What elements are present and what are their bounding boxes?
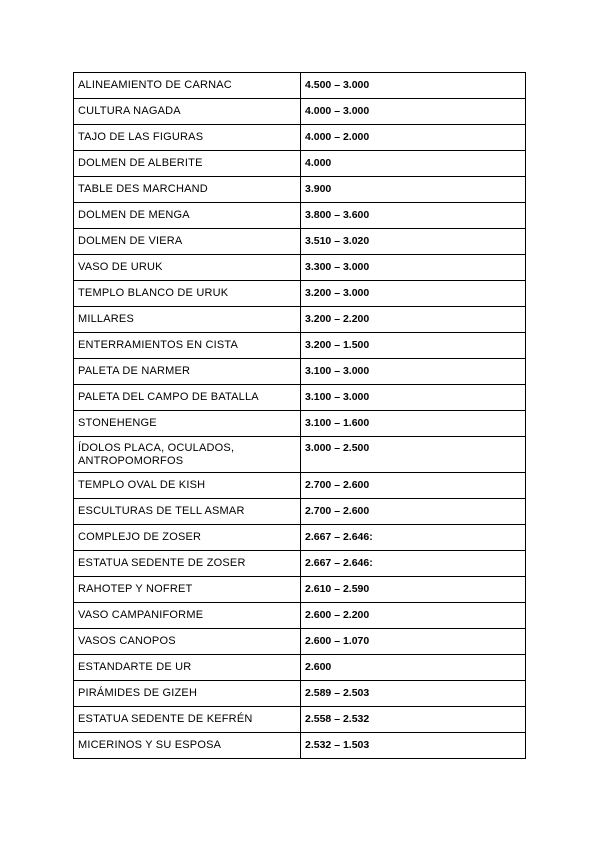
table-row (74, 151, 526, 177)
artwork-name-cell (74, 359, 301, 385)
date-range-cell (301, 229, 526, 255)
artwork-name-cell (74, 203, 301, 229)
table-row (74, 255, 526, 281)
table-row (74, 707, 526, 733)
artwork-name: TEMPLO BLANCO DE URUK (78, 287, 229, 299)
artwork-name: MILLARES (78, 313, 135, 325)
date-range-cell (301, 629, 526, 655)
date-range: 2.532 – 1.503 (305, 739, 370, 751)
date-range: 3.900 (305, 183, 332, 195)
artwork-name-cell (74, 177, 301, 203)
table-row (74, 203, 526, 229)
table-row (74, 125, 526, 151)
artwork-name-cell (74, 707, 301, 733)
date-range-cell (301, 707, 526, 733)
table-row (74, 499, 526, 525)
date-range-cell (301, 73, 526, 99)
date-range: 4.000 – 2.000 (305, 131, 370, 143)
artwork-name: ÍDOLOS PLACA, OCULADOS, ANTROPOMORFOS (78, 442, 235, 467)
date-range-cell (301, 151, 526, 177)
artwork-name-cell (74, 655, 301, 681)
date-range: 2.558 – 2.532 (305, 713, 370, 725)
date-range-cell (301, 733, 526, 759)
date-range: 3.200 – 3.000 (305, 287, 370, 299)
artwork-name: ENTERRAMIENTOS EN CISTA (78, 339, 239, 351)
table-row (74, 577, 526, 603)
date-range-cell (301, 177, 526, 203)
chronology-table (73, 72, 526, 759)
artwork-name-cell (74, 437, 301, 473)
artwork-name: ALINEAMIENTO DE CARNAC (78, 79, 232, 91)
artwork-name-cell (74, 307, 301, 333)
table-row (74, 281, 526, 307)
date-range: 3.000 – 2.500 (305, 442, 370, 454)
artwork-name-cell (74, 629, 301, 655)
date-range: 2.700 – 2.600 (305, 479, 370, 491)
date-range: 3.100 – 3.000 (305, 391, 370, 403)
date-range: 3.300 – 3.000 (305, 261, 370, 273)
artwork-name: VASO DE URUK (78, 261, 163, 273)
date-range-cell (301, 333, 526, 359)
artwork-name-cell (74, 99, 301, 125)
date-range: 2.600 (305, 661, 332, 673)
artwork-name-cell (74, 473, 301, 499)
artwork-name: RAHOTEP Y NOFRET (78, 583, 193, 595)
date-range: 2.667 – 2.646: (305, 557, 373, 569)
artwork-name-cell (74, 73, 301, 99)
date-range: 2.667 – 2.646: (305, 531, 373, 543)
date-range-cell (301, 281, 526, 307)
date-range: 2.700 – 2.600 (305, 505, 370, 517)
artwork-name-cell (74, 125, 301, 151)
artwork-name-cell (74, 551, 301, 577)
date-range-cell (301, 307, 526, 333)
document-page (73, 72, 526, 759)
artwork-name: DOLMEN DE ALBERITE (78, 157, 203, 169)
date-range-cell (301, 655, 526, 681)
date-range-cell (301, 499, 526, 525)
artwork-name-cell (74, 333, 301, 359)
table-row (74, 437, 526, 473)
artwork-name: CULTURA NAGADA (78, 105, 181, 117)
table-row (74, 733, 526, 759)
table-row (74, 359, 526, 385)
date-range: 3.800 – 3.600 (305, 209, 370, 221)
artwork-name: DOLMEN DE MENGA (78, 209, 190, 221)
artwork-name: VASOS CANOPOS (78, 635, 176, 647)
table-row (74, 551, 526, 577)
chronology-table-body (74, 73, 526, 759)
artwork-name-cell (74, 577, 301, 603)
date-range: 3.200 – 2.200 (305, 313, 370, 325)
date-range-cell (301, 603, 526, 629)
table-row (74, 177, 526, 203)
artwork-name-cell (74, 733, 301, 759)
date-range-cell (301, 551, 526, 577)
date-range: 2.600 – 1.070 (305, 635, 370, 647)
date-range: 3.510 – 3.020 (305, 235, 370, 247)
artwork-name-cell (74, 499, 301, 525)
date-range-cell (301, 681, 526, 707)
date-range-cell (301, 437, 526, 473)
date-range-cell (301, 411, 526, 437)
artwork-name: DOLMEN DE VIERA (78, 235, 183, 247)
date-range-cell (301, 385, 526, 411)
table-row (74, 525, 526, 551)
artwork-name-cell (74, 681, 301, 707)
date-range-cell (301, 473, 526, 499)
artwork-name-cell (74, 255, 301, 281)
table-row (74, 411, 526, 437)
artwork-name: TABLE DES MARCHAND (78, 183, 208, 195)
date-range: 4.000 – 3.000 (305, 105, 370, 117)
date-range: 3.100 – 3.000 (305, 365, 370, 377)
date-range-cell (301, 525, 526, 551)
date-range: 3.200 – 1.500 (305, 339, 370, 351)
artwork-name: MICERINOS Y SU ESPOSA (78, 739, 222, 751)
artwork-name-cell (74, 525, 301, 551)
table-row (74, 603, 526, 629)
table-row (74, 229, 526, 255)
table-row (74, 73, 526, 99)
date-range-cell (301, 125, 526, 151)
table-row (74, 99, 526, 125)
artwork-name: STONEHENGE (78, 417, 157, 429)
date-range: 2.610 – 2.590 (305, 583, 370, 595)
table-row (74, 473, 526, 499)
date-range-cell (301, 99, 526, 125)
artwork-name-cell (74, 385, 301, 411)
artwork-name: ESCULTURAS DE TELL ASMAR (78, 505, 245, 517)
artwork-name: TAJO DE LAS FIGURAS (78, 131, 204, 143)
date-range-cell (301, 577, 526, 603)
artwork-name: ESTANDARTE DE UR (78, 661, 192, 673)
table-row (74, 655, 526, 681)
artwork-name-cell (74, 411, 301, 437)
date-range: 2.589 – 2.503 (305, 687, 370, 699)
date-range-cell (301, 203, 526, 229)
date-range-cell (301, 359, 526, 385)
date-range-cell (301, 255, 526, 281)
date-range: 2.600 – 2.200 (305, 609, 370, 621)
artwork-name-cell (74, 603, 301, 629)
table-row (74, 629, 526, 655)
artwork-name: ESTATUA SEDENTE DE ZOSER (78, 557, 246, 569)
date-range: 3.100 – 1.600 (305, 417, 370, 429)
table-row (74, 307, 526, 333)
artwork-name-cell (74, 151, 301, 177)
table-row (74, 333, 526, 359)
table-row (74, 385, 526, 411)
table-row (74, 681, 526, 707)
artwork-name: TEMPLO OVAL DE KISH (78, 479, 206, 491)
date-range: 4.500 – 3.000 (305, 79, 370, 91)
artwork-name: COMPLEJO DE ZOSER (78, 531, 202, 543)
date-range: 4.000 (305, 157, 332, 169)
artwork-name: VASO CAMPANIFORME (78, 609, 204, 621)
artwork-name: ESTATUA SEDENTE DE KEFRÉN (78, 713, 253, 725)
artwork-name: PALETA DE NARMER (78, 365, 191, 377)
artwork-name: PIRÁMIDES DE GIZEH (78, 687, 198, 699)
artwork-name-cell (74, 229, 301, 255)
artwork-name-cell (74, 281, 301, 307)
artwork-name: PALETA DEL CAMPO DE BATALLA (78, 391, 259, 403)
